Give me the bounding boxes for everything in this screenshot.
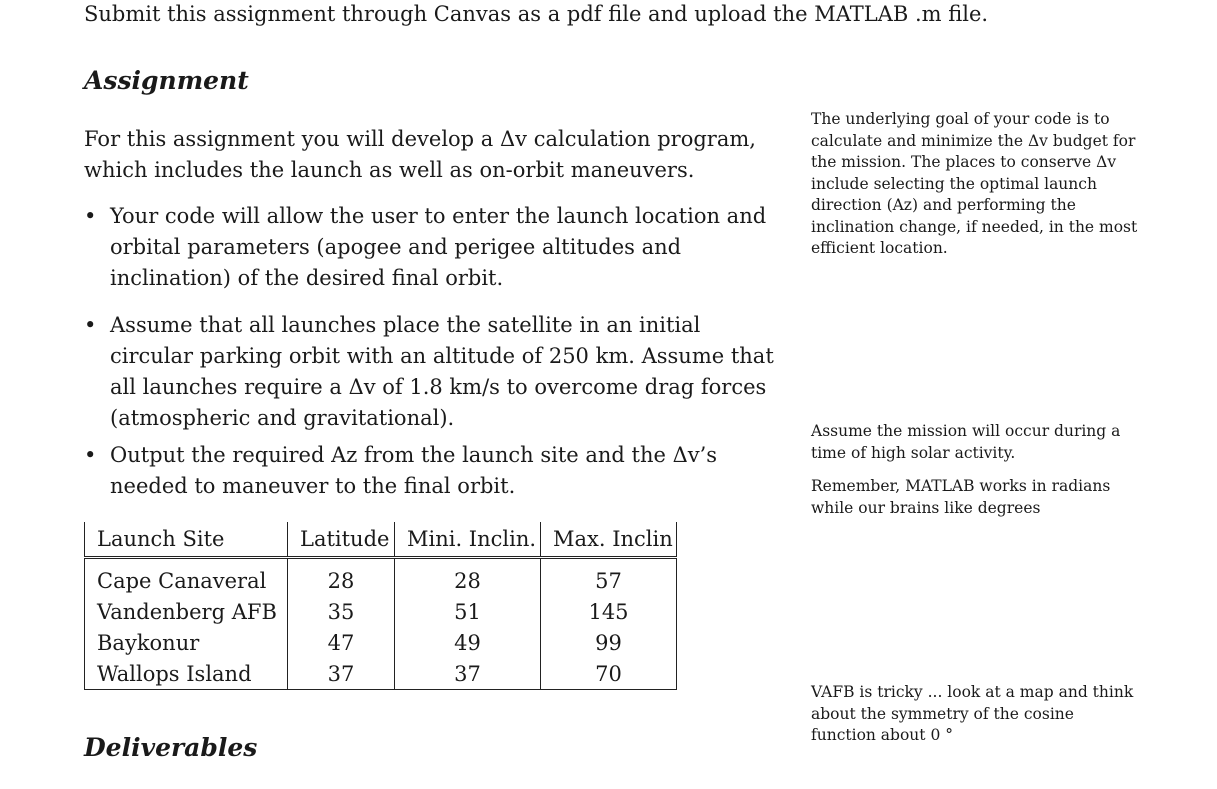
latitude-cell: 35 [288, 596, 395, 627]
column-header-latitude: Latitude [288, 522, 395, 558]
max-inclination-cell: 145 [541, 596, 677, 627]
table-row [85, 596, 677, 627]
requirement-item: • Output the required Az from the launch site and the Δv’s needed to maneuver to the final orbit. [84, 440, 774, 502]
column-header-launch-site: Launch Site [85, 522, 288, 558]
min-inclination-cell: 49 [395, 627, 541, 658]
latitude-cell: 37 [288, 658, 395, 690]
latitude-cell: 47 [288, 627, 395, 658]
launch-site-name: Cape Canaveral [85, 558, 288, 597]
section-heading-deliverables: Deliverables [84, 733, 258, 762]
table-row [85, 558, 677, 597]
max-inclination-cell: 70 [541, 658, 677, 690]
submission-instructions: Submit this assignment through Canvas as a pdf file and upload the MATLAB .m file. [84, 2, 989, 26]
launch-site-name: Vandenberg AFB [85, 596, 288, 627]
min-inclination-cell: 28 [395, 558, 541, 597]
latitude-cell: 28 [288, 558, 395, 597]
requirement-item: • Your code will allow the user to enter the launch location and orbital parameters (apogee and perigee altitudes and inclination) of the desired final orbit. [84, 201, 774, 294]
margin-note-solar-activity: Assume the mission will occur during a time of high solar activity. [811, 422, 1121, 462]
section-heading-assignment: Assignment [84, 66, 249, 95]
max-inclination-cell: 99 [541, 627, 677, 658]
launch-site-table [84, 522, 677, 690]
min-inclination-cell: 51 [395, 596, 541, 627]
table-header-row [85, 522, 677, 558]
column-header-max-inclination: Max. Inclin [541, 522, 677, 558]
max-inclination-cell: 57 [541, 558, 677, 597]
requirement-item: • Assume that all launches place the satellite in an initial circular parking orbit with an altitude of 250 km. Assume that all launches require a Δv of 1.8 km/s to overcome drag forces (atmospheric and gravitational). [84, 310, 774, 434]
table-row [85, 658, 677, 690]
margin-note-goal: The underlying goal of your code is to calculate and minimize the Δv budget for the mission. The places to conserve Δv include selecting the optimal launch direction (Az) and performing the inclination change, if needed, in the most efficient location. [811, 110, 1138, 257]
column-header-min-inclination: Mini. Inclin. [395, 522, 541, 558]
launch-site-name: Baykonur [85, 627, 288, 658]
requirements-list [84, 201, 774, 502]
min-inclination-cell: 37 [395, 658, 541, 690]
margin-note-vafb: VAFB is tricky ... look at a map and think about the symmetry of the cosine function about 0 ° [811, 683, 1134, 744]
assignment-description: For this assignment you will develop a Δv calculation program, which includes the launch as well as on-orbit maneuvers. [84, 127, 756, 182]
launch-site-name: Wallops Island [85, 658, 288, 690]
margin-note-radians: Remember, MATLAB works in radians while our brains like degrees [811, 477, 1111, 517]
table-row [85, 627, 677, 658]
